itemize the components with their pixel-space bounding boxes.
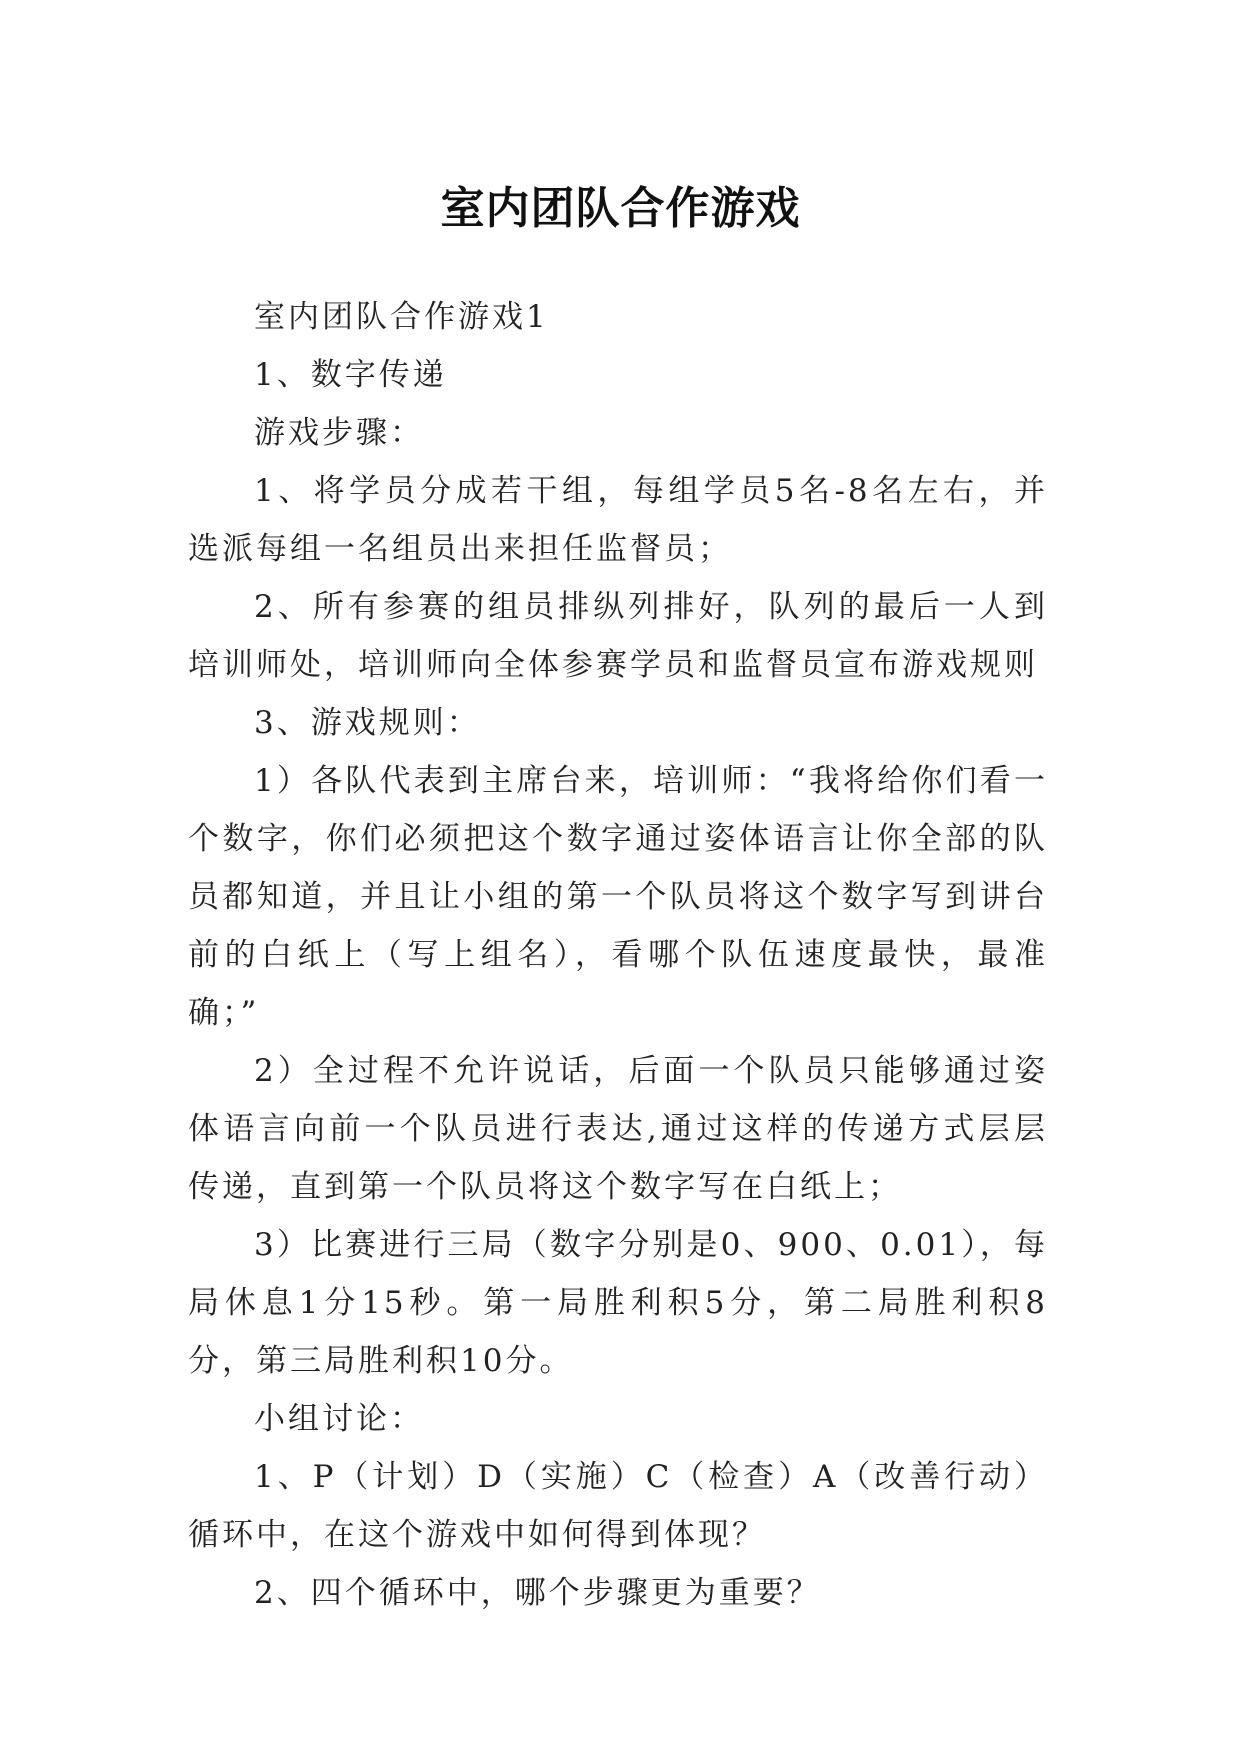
document-title: 室内团队合作游戏 xyxy=(440,183,801,235)
document-body xyxy=(188,288,1048,1622)
section-heading: 室内团队合作游戏1 xyxy=(254,299,549,335)
discussion-question-2: 2、四个循环中，哪个步骤更为重要？ xyxy=(254,1575,821,1611)
discussion-heading: 小组讨论： xyxy=(254,1401,424,1437)
step-1: 1、将学员分成若干组，每组学员5名-8名左右，并选派每组一名组员出来担任监督员； xyxy=(188,473,1048,567)
rules-heading: 3、游戏规则： xyxy=(254,705,481,741)
steps-heading: 游戏步骤： xyxy=(254,415,424,451)
rule-3: 3）比赛进行三局（数字分别是0、900、0.01），每局休息1分15秒。第一局胜利积5分，第二局胜利积8分，第三局胜利积10分。 xyxy=(188,1227,1048,1379)
rule-2: 2）全过程不允许说话，后面一个队员只能够通过姿体语言向前一个队员进行表达,通过这样的传递方式层层传递，直到第一个队员将这个数字写在白纸上； xyxy=(188,1053,1048,1205)
rule-1: 1）各队代表到主席台来，培训师：“我将给你们看一个数字，你们必须把这个数字通过姿体语言让你全部的队员都知道，并且让小组的第一个队员将这个数字写到讲台前的白纸上（写上组名），看哪个队伍速度最快，最准确；” xyxy=(188,763,1048,1031)
step-2: 2、所有参赛的组员排纵列排好，队列的最后一人到培训师处，培训师向全体参赛学员和监督员宣布游戏规则 xyxy=(188,589,1048,683)
game-name: 1、数字传递 xyxy=(254,357,447,393)
discussion-question-1: 1、P（计划）D（实施）C（检查）A（改善行动）循环中，在这个游戏中如何得到体现？ xyxy=(188,1459,1048,1553)
